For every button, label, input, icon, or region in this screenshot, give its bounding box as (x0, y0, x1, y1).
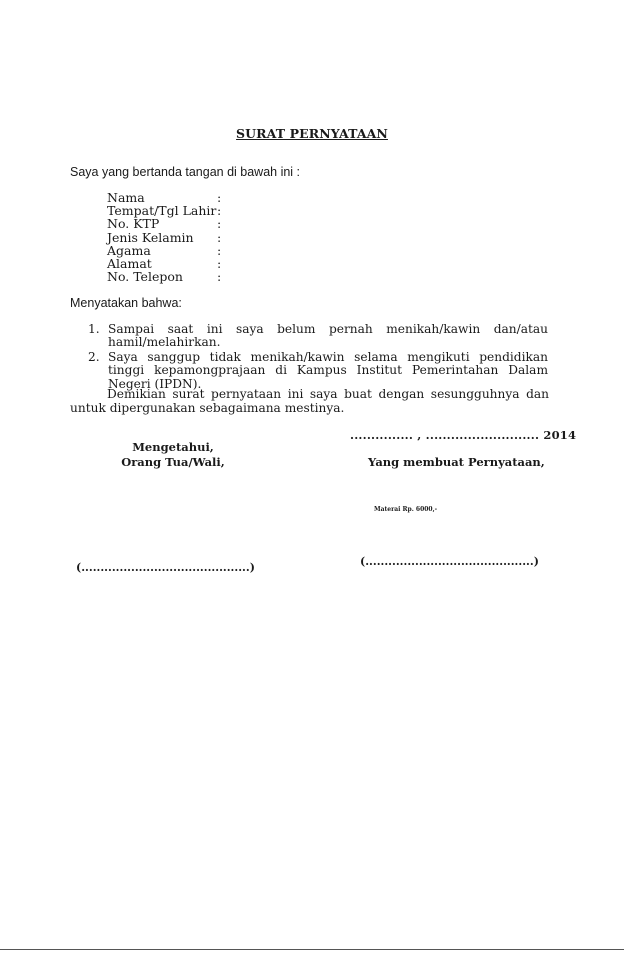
field-label: Jenis Kelamin (107, 229, 194, 245)
field-row-agama (107, 244, 227, 257)
intro-text: Saya yang bertanda tangan di bawah ini : (70, 165, 301, 179)
guardian-signature-line: (............................................) (76, 561, 255, 574)
maker-label: Yang membuat Pernyataan, (368, 455, 545, 469)
field-label: Agama (107, 242, 151, 258)
field-row-jenis-kelamin (107, 231, 227, 244)
statement-list (88, 323, 548, 392)
list-text: Sampai saat ini saya belum pernah menikah/kawin dan/atau hamil/melahirkan. (108, 322, 548, 350)
field-row-no-ktp (107, 217, 227, 230)
identity-fields (107, 191, 227, 283)
field-label: Tempat/Tgl Lahir (107, 203, 217, 219)
field-colon: : (217, 216, 222, 232)
field-colon: : (217, 203, 222, 219)
field-colon: : (217, 229, 222, 245)
stamp-note: Materai Rp. 6000,- (374, 506, 438, 513)
field-label: Nama (107, 190, 145, 205)
bottom-rule (0, 949, 624, 950)
ack-line: Mengetahui, (132, 440, 214, 454)
acknowledgement-block (118, 440, 228, 470)
list-number: 1. (88, 322, 100, 336)
field-colon: : (217, 190, 222, 205)
closing-paragraph: Demikian surat pernyataan ini saya buat dengan sesungguhnya dan untuk dipergunakan sebagaimana mestinya. (70, 387, 549, 415)
list-number: 2. (88, 349, 100, 364)
list-text: Saya sanggup tidak menikah/kawin selama mengikuti pendidikan tinggi kepamongprajaan di Kampus Institut Pemerintahan Dalam Negeri (IPDN). (108, 349, 548, 391)
declare-heading: Menyatakan bahwa: (70, 296, 182, 310)
field-colon: : (217, 255, 222, 271)
place-date-line: ............... , ........................... 2014 (350, 428, 577, 442)
field-row-no-telepon (107, 270, 227, 283)
list-item (88, 351, 548, 391)
maker-signature-line: (............................................) (360, 555, 539, 568)
field-colon: : (217, 242, 222, 258)
document-title: SURAT PERNYATAAN (236, 126, 388, 141)
field-label: No. Telepon (107, 269, 183, 285)
field-label: Alamat (107, 255, 152, 271)
field-label: No. KTP (107, 216, 160, 232)
list-item (88, 323, 548, 350)
field-colon: : (217, 269, 222, 285)
ack-line: Orang Tua/Wali, (121, 455, 225, 469)
